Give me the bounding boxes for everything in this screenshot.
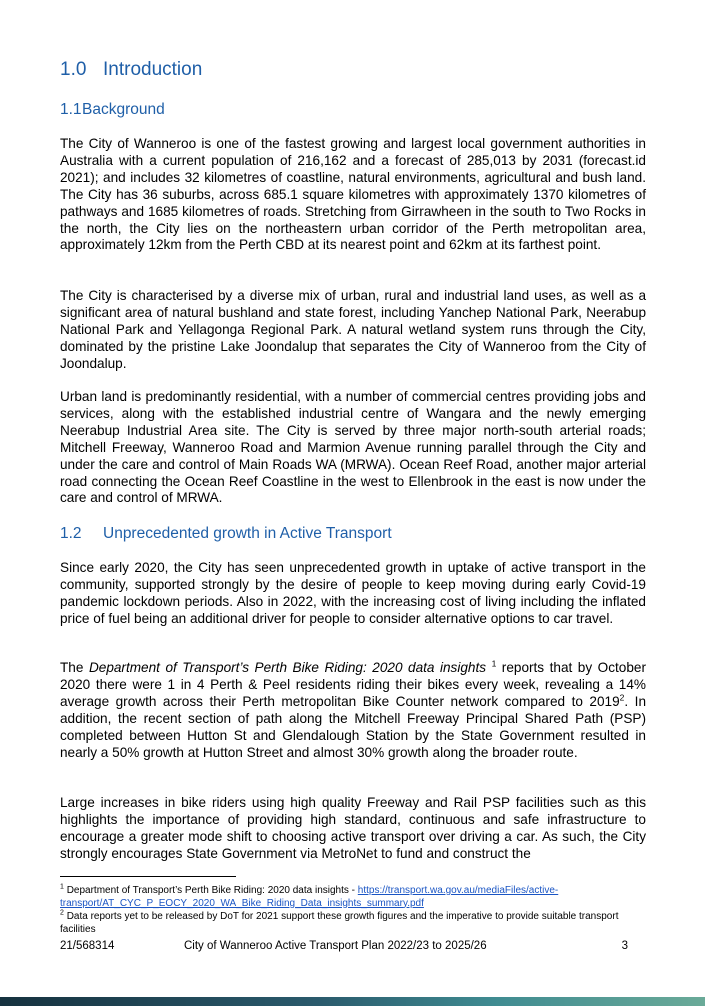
paragraph: Urban land is predominantly residential, with a number of commercial centres providing jobs and services, along with the established industrial centre of Wangara and the newly emerging Neerabup Industrial Area site. The City is served by three major north-south arterial roads; Mitchell Freeway, Wanneroo Road and Marmion Avenue running parallel through the City and under the care and control of Main Roads WA (MRWA). Ocean Reef Road, another major arterial road connecting the Ocean Reef Coastline in the west to Ellenbrook in the east is now under the care and control of MRWA. (60, 389, 646, 506)
footnote-ref-1[interactable]: 1 (491, 658, 497, 669)
heading-number: 1.0 (60, 59, 87, 80)
footnote-text: Department of Transport’s Perth Bike Riding: 2020 data insights - (66, 885, 358, 896)
heading-active-transport-growth (60, 525, 392, 543)
footnote-2 (60, 911, 646, 936)
footnote-marker: 1 (60, 883, 64, 891)
footnote-ref-2[interactable]: 2 (619, 692, 625, 703)
paragraph: The City is characterised by a diverse mix of urban, rural and industrial land uses, as well as a significant area of natural bushland and state forest, including Yanchep National Park, Neerabup National Park and Yellagonga Regional Park. A natural wetland system runs through the City, dominated by the pristine Lake Joondalup that separates the City of Wanneroo from the City of Joondalup. (60, 288, 646, 371)
page-number: 3 (621, 940, 628, 952)
section-number: 1.2 (60, 525, 82, 542)
report-title: Department of Transport’s Perth Bike Riding: 2020 data insights (88, 660, 487, 675)
text-run: The (60, 660, 89, 675)
text-run: . In addition, the recent section of path along the Mitchell Freeway Principal Shared Path (PSP) completed between Hutton St and Glendalough Station by the State Government resulted in nearly a 50% growth at Hutton Street and almost 30% growth along the broader route. (60, 693, 647, 760)
page-footer (60, 940, 646, 954)
document-reference: 21/568314 (60, 940, 115, 952)
document-title: City of Wanneroo Active Transport Plan 2022/23 to 2025/26 (184, 940, 487, 952)
heading-introduction (60, 59, 202, 81)
footnote-1 (60, 885, 646, 910)
section-title: Unprecedented growth in Active Transport (103, 525, 392, 542)
footnote-divider (60, 876, 236, 877)
heading-background (60, 101, 165, 119)
footnote-text: Data reports yet to be released by DoT for 2021 support these growth figures and the imperative to provide suitable transport facilities (60, 911, 619, 935)
section-title: Background (82, 101, 165, 118)
text-run: reports that by October 2020 there were 1 in 4 Perth & Peel residents riding their bikes every week, revealing a 14% average growth across their Perth metropolitan Bike Counter network compared to 2019 (60, 660, 646, 709)
paragraph: Since early 2020, the City has seen unprecedented growth in uptake of active transport in the community, supported strongly by the desire of people to keep moving during early Covid-19 pandemic lockdown periods. Also in 2022, with the increasing cost of living including the inflated price of fuel being an additional driver for people to consider alternative options to car travel. (60, 560, 646, 626)
paragraph-bike-insights (60, 660, 646, 761)
footer-color-band (0, 997, 705, 1006)
footnote-marker: 2 (60, 909, 64, 917)
footnote-link[interactable]: https://transport.wa.gov.au/mediaFiles/active-transport/AT_CYC_P_EOCY_2020_WA_Bike_Riding_Data_insights_summary.pdf (60, 885, 559, 909)
paragraph: The City of Wanneroo is one of the fastest growing and largest local government authorities in Australia with a current population of 216,162 and a forecast of 285,013 by 2031 (forecast.id 2021); and includes 32 kilometres of coastline, natural environments, agricultural and bush land. The City has 36 suburbs, across 685.1 square kilometres with approximately 1370 kilometres of pathways and 1685 kilometres of roads. Stretching from Girrawheen in the south to Two Rocks in the north, the City lies on the northeastern urban corridor of the Perth metropolitan area, approximately 12km from the Perth CBD at its nearest point and 62km at its farthest point. (60, 136, 646, 253)
heading-title: Introduction (103, 59, 203, 80)
paragraph: Large increases in bike riders using high quality Freeway and Rail PSP facilities such as this highlights the importance of providing high standard, continuous and safe infrastructure to encourage a greater mode shift to choosing active transport over driving a car. As such, the City strongly encourages State Government via MetroNet to fund and construct the (60, 795, 646, 861)
section-number: 1.1 (60, 101, 82, 118)
